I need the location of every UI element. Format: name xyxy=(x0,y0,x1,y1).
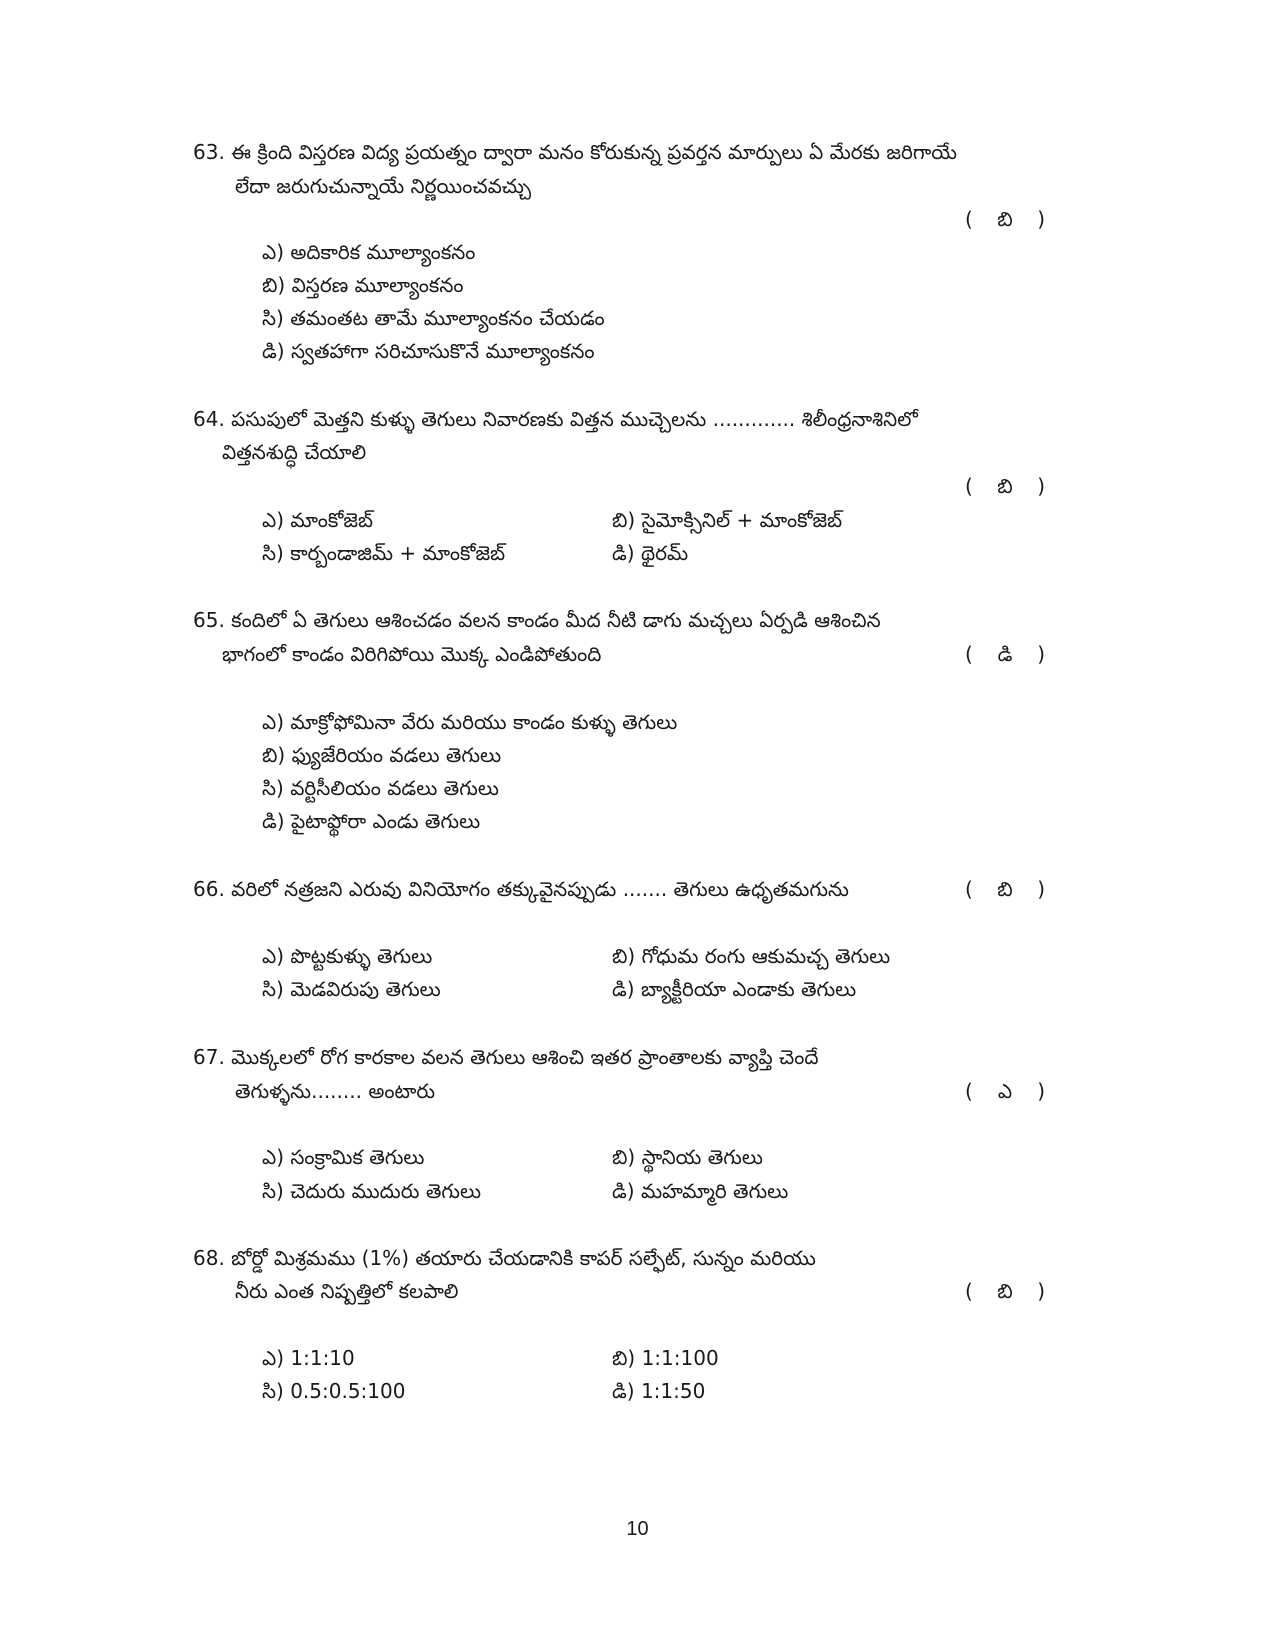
answer-value: డి xyxy=(997,642,1013,666)
option-c: సి) చెదురు ముదురు తెగులు xyxy=(262,1179,482,1203)
option-d: డి) 1:1:50 xyxy=(612,1379,706,1403)
answer-key: ( బి ) xyxy=(965,469,1045,503)
answer-value: బి xyxy=(997,1279,1013,1303)
option-a: ఎ) మాంకోజెబ్ xyxy=(262,508,373,532)
option-b: బి) సైమోక్సినిల్ + మాంకోజెబ్ xyxy=(612,508,843,532)
question-text-line: లేదా జరుగుచున్నాయే నిర్ణయించవచ్చు xyxy=(235,174,532,198)
question-text-line: 63. ఈ క్రింది విస్తరణ విద్య ప్రయత్నం ద్వారా మనం కోరుకున్న ప్రవర్తన మార్పులు ఏ మేరకు జరిగాయే xyxy=(193,140,957,164)
option-c: సి) కార్బండాజిమ్ + మాంకోజెబ్ xyxy=(262,541,506,565)
question-text-line: నీరు ఎంత నిష్పత్తిలో కలపాలి xyxy=(235,1279,459,1303)
answer-value: బి xyxy=(997,207,1013,231)
question-text-line: తెగుళ్ళను........ అంటారు xyxy=(235,1079,436,1103)
answer-key: ( బి ) xyxy=(965,872,1045,906)
option-b: బి) విస్తరణ మూల్యాంకనం xyxy=(262,273,464,297)
option-a: ఎ) అదికారిక మూల్యాంకనం xyxy=(262,240,476,264)
option-d: డి) స్వతహాగా సరిచూసుకొనే మూల్యాంకనం xyxy=(262,339,595,363)
option-d: డి) మహమ్మారి తెగులు xyxy=(612,1179,789,1203)
answer-key: ( డి ) xyxy=(965,637,1045,671)
option-c: సి) తమంతట తామే మూల్యాంకనం చేయడం xyxy=(262,306,605,330)
question-text-line: విత్తనశుద్ధి చేయాలి xyxy=(222,440,367,464)
option-c: సి) వర్టిసీలియం వడలు తెగులు xyxy=(262,776,499,800)
answer-key: ( బి ) xyxy=(965,1274,1045,1308)
option-b: బి) ఫ్యుజేరియం వడలు తెగులు xyxy=(262,743,502,767)
question-text-line: భాగంలో కాండం విరిగిపోయి మొక్క ఎండిపోతుంది xyxy=(222,642,602,666)
option-b: బి) 1:1:100 xyxy=(612,1346,719,1370)
question-text-line: 66. వరిలో నత్రజని ఎరువు వినియోగం తక్కువైనప్పుడు ....... తెగులు ఉధృతమగును xyxy=(193,877,849,901)
option-c: సి) 0.5:0.5:100 xyxy=(262,1379,406,1403)
answer-key: ( ఎ ) xyxy=(965,1074,1045,1108)
question-text-line: 64. పసుపులో మెత్తని కుళ్ళు తెగులు నివారణకు విత్తన ముచ్చెలను ............. శిలీంధ్రనాశినిలో xyxy=(193,407,918,431)
answer-key: ( బి ) xyxy=(965,202,1045,236)
option-d: డి) పైటాఫ్థోరా ఎండు తెగులు xyxy=(262,809,481,833)
option-a: ఎ) 1:1:10 xyxy=(262,1346,355,1370)
question-text-line: 65. కందిలో ఏ తెగులు ఆశించడం వలన కాండం మీద నీటి డాగు మచ్చలు ఏర్పడి ఆశించిన xyxy=(193,608,881,632)
option-b: బి) స్థానియ తెగులు xyxy=(612,1145,763,1169)
question-text-line: 67. మొక్కలలో రోగ కారకాల వలన తెగులు ఆశించి ఇతర ప్రాంతాలకు వ్యాప్తి చెందే xyxy=(193,1045,819,1069)
page-number: 10 xyxy=(626,1518,649,1540)
question-text-line: 68. బోర్డో మిశ్రమము (1%) తయారు చేయడానికి కాపర్ సల్ఫేట్, సున్నం మరియు xyxy=(193,1246,816,1270)
option-a: ఎ) సంక్రామిక తెగులు xyxy=(262,1145,425,1169)
option-c: సి) మెడవిరుపు తెగులు xyxy=(262,977,441,1001)
option-d: డి) థైరమ్ xyxy=(612,541,689,565)
answer-value: ఎ xyxy=(997,1079,1013,1103)
option-b: బి) గోధుమ రంగు ఆకుమచ్చ తెగులు xyxy=(612,944,891,968)
answer-value: బి xyxy=(997,474,1013,498)
option-a: ఎ) మాక్రోఫోమినా వేరు మరియు కాండం కుళ్ళు తెగులు xyxy=(262,710,678,734)
option-d: డి) బ్యాక్టీరియా ఎండాకు తెగులు xyxy=(612,977,857,1001)
answer-value: బి xyxy=(997,877,1013,901)
option-a: ఎ) పొట్టకుళ్ళు తెగులు xyxy=(262,944,433,968)
